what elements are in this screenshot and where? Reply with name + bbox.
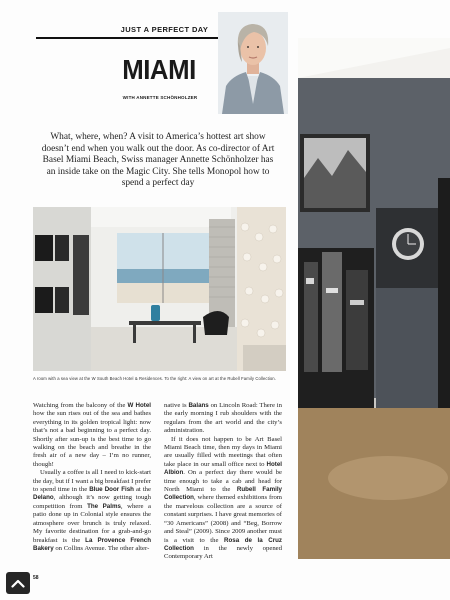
text-run: how the sun rises out of the sea and bathes everything in its golden tropical light: now that’s not a bad beginning to a perfect day. Shortly after sun-up is the best time to go walking on the beach and breathe in the fresh air of a new day – I’m no runner, though! [33, 410, 151, 468]
section-kicker: JUST A PERFECT DAY [120, 25, 209, 34]
body-column-2 [164, 402, 282, 562]
intro-standfirst: What, where, when? A visit to America’s hottest art show doesn’t end when you walk out the door. As co-director of Art Basel Miami Beach, Swiss manager Annette Schönholzer has an inside take on the Magic City. She tells Monopol how to spend a perfect day [41, 132, 275, 188]
text-run: at the [133, 486, 151, 494]
text-run: . On a perfect day there would be time enough to take a cab and head for North Miami to the [164, 469, 282, 494]
venue-name: Blue Door Fish [89, 486, 134, 494]
venue-name: Hotel Albion [164, 460, 282, 477]
venue-name: Delano [33, 494, 54, 502]
venue-name: The Palms [87, 502, 121, 510]
paragraph [33, 469, 151, 553]
gallery-photo [298, 38, 450, 559]
venue-name: Balans [188, 402, 209, 409]
text-run: , where a patio done up in Colonial style ensures the atmosphere over brunch is truly relaxed. My favorite destination for a grab-and-go breakfast is the [33, 502, 151, 544]
chevron-up-icon [11, 578, 25, 588]
page-title: MIAMI [122, 54, 196, 85]
text-run: on Lincoln Road: There in the early morning I rub shoulders with the regulars from the art world and the city’s administration. [164, 402, 282, 435]
text-run: in the newly opened Contemporary Art [164, 544, 282, 561]
scroll-up-button[interactable] [6, 572, 30, 594]
text-run: on Collins Avenue. The other alter- [53, 544, 150, 552]
text-run: , where themed exhibitions from the marvelous collection are a source of constant surprises. I have great memories of “30 Americans” (2008) and “Beg, Borrow and Steal” (2009). Since 2009 another must is a visit to the [164, 494, 282, 544]
text-run: If it does not happen to be Art Basel Miami Beach time, then my days in Miami are usually filled with meetings that often take place in our small office next to [164, 435, 282, 468]
venue-name: W Hotel [127, 402, 151, 409]
text-run: , although it’s now getting tough competition from [33, 494, 151, 510]
hotel-room-photo [33, 207, 286, 371]
paragraph [164, 402, 282, 436]
page-number: 58 [33, 575, 39, 581]
venue-name: Rubell Family Collection [164, 486, 282, 502]
photo-caption: A room with a sea view at the W South Beach Hotel & Residences. To the right: A view on art at the Rubell Family Collection. [33, 376, 276, 381]
portrait-photo [218, 12, 288, 114]
byline: WITH ANNETTE SCHÖNHOLZER [122, 95, 198, 100]
body-column-1 [33, 402, 151, 553]
venue-name: Rosa de la Cruz Collection [164, 536, 283, 552]
text-run: Usually a coffee is all I need to kick-start the day, but if I want a big breakfast I prefer to spend time in the [33, 469, 151, 494]
text-run: Watching from the balcony of the [33, 402, 128, 409]
venue-name: La Provence French Bakery [33, 536, 151, 552]
text-run: native is [164, 402, 189, 409]
paragraph [33, 402, 151, 469]
paragraph [164, 436, 282, 562]
